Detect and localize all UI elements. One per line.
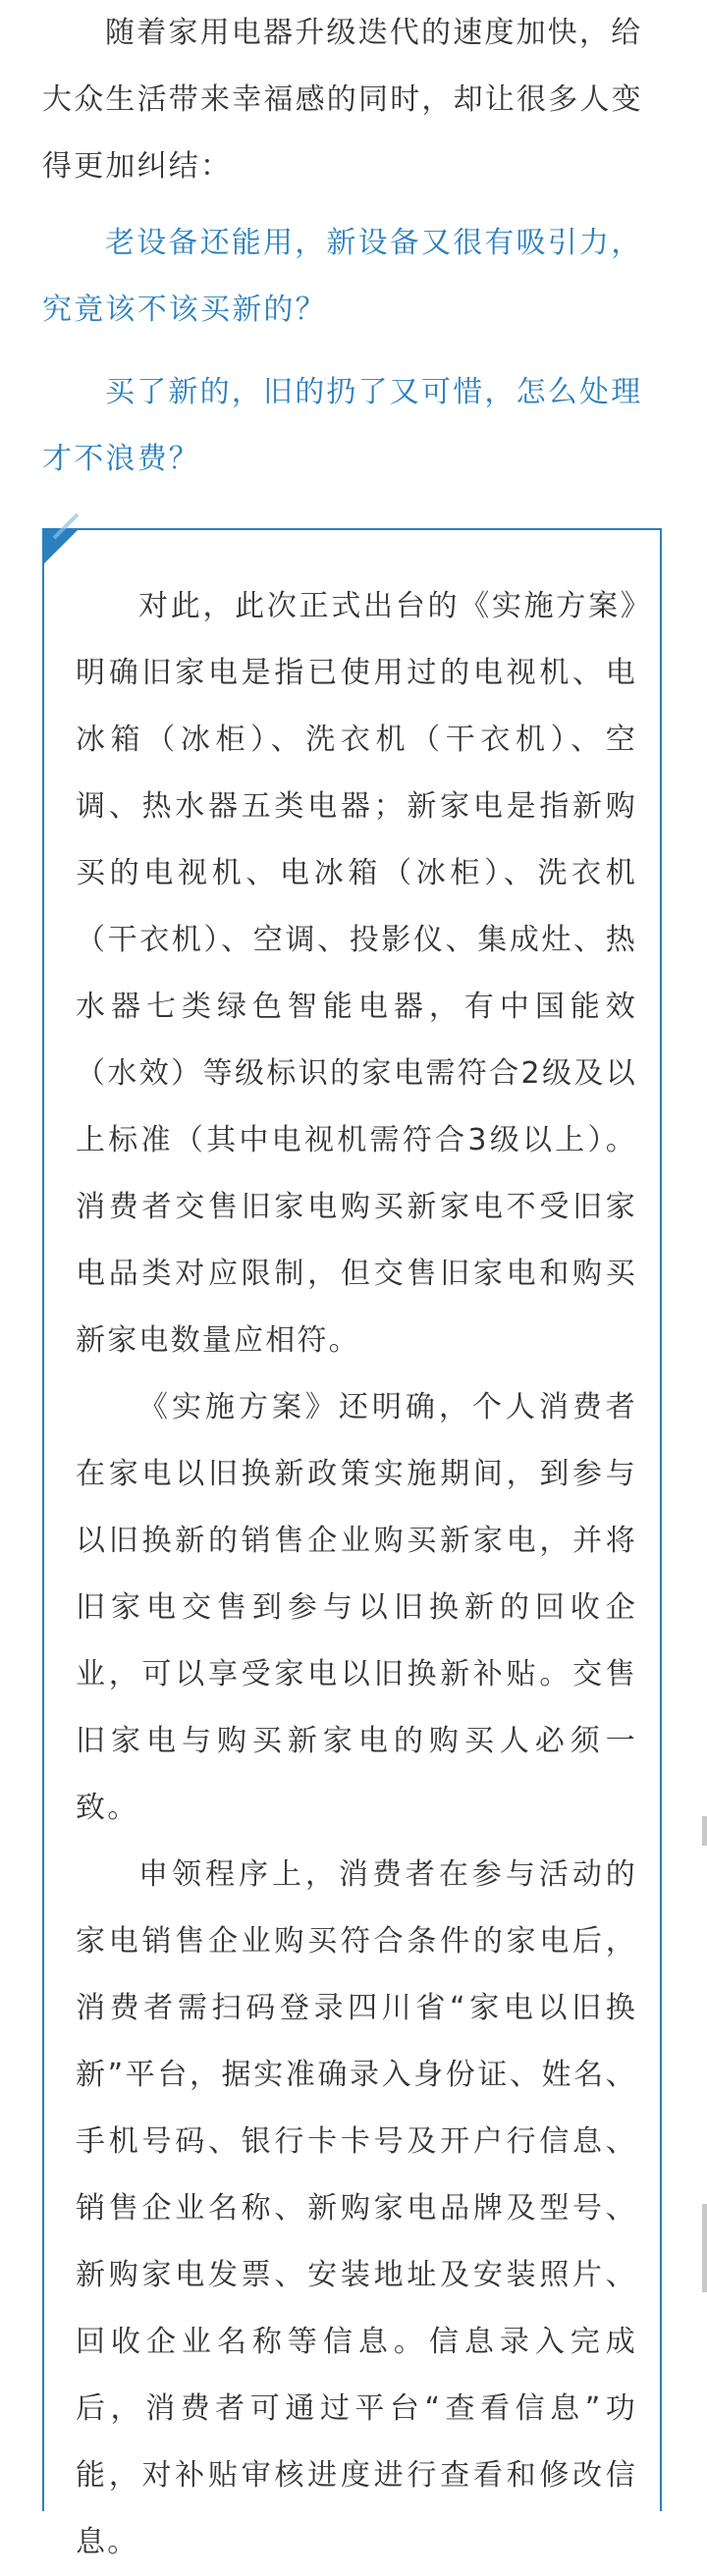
box-paragraph-procedure: 申领程序上，消费者在参与活动的家电销售企业购买符合条件的家电后，消费者需扫码登录四川省“家电以旧换新”平台，据实准确录入身份证、姓名、手机号码、银行卡卡号及开户行信息、销售企业名称、新购家电品牌及型号、新购家电发票、安装地址及安装照片、回收企业名称等信息。信息录入完成后，消费者可通过平台“查看信息”功能，对补贴审核进度进行查看和修改信息。 [76,1857,637,2559]
box-paragraph-scope: 对此，此次正式出台的《实施方案》明确旧家电是指已使用过的电视机、电冰箱（冰柜）、洗衣机（干衣机）、空调、热水器五类电器；新家电是指新购买的电视机、电冰箱（冰柜）、洗衣机（干衣机）、空调、投影仪、集成灶、热水器七类绿色智能电器，有中国能效（水效）等级标识的家电需符合2级及以上标准（其中电视机需符合3级以上）。消费者交售旧家电购买新家电不受旧家电品类对应限制，但交售旧家电和购买新家电数量应相符。 [76,589,637,1358]
highlight-question-1: 老设备还能用，新设备又很有吸引力，究竟该不该买新的？ [42,226,643,327]
scroll-edge-marker [702,2204,707,2292]
highlight-question-2: 买了新的，旧的扔了又可惜，怎么处理才不浪费？ [42,375,643,476]
intro-paragraph: 随着家用电器升级迭代的速度加快，给大众生活带来幸福感的同时，却让很多人变得更加纠结： [42,16,643,184]
box-paragraph-eligibility: 《实施方案》还明确，个人消费者在家电以旧换新政策实施期间，到参与以旧换新的销售企业购买新家电，并将旧家电交售到参与以旧换新的回收企业，可以享受家电以旧换新补贴。交售旧家电与购买新家电的购买人必须一致。 [76,1390,637,1825]
scroll-edge-marker [702,1816,707,1846]
policy-content-box [42,528,662,2559]
